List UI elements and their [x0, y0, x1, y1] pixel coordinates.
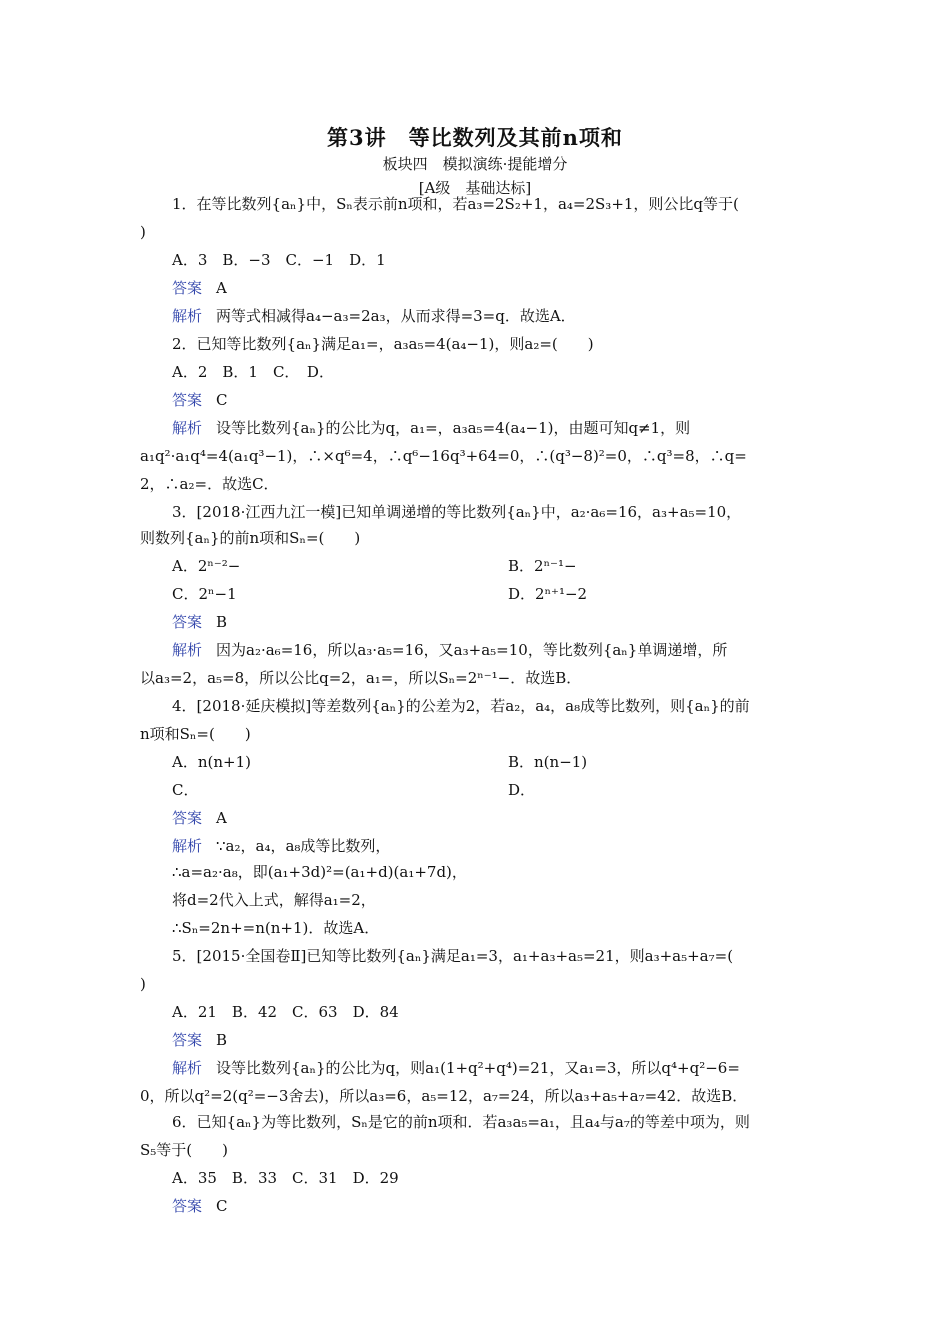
q4-option-c: C． [172, 781, 199, 799]
q1-options: A．3 B．−3 C．−1 D．1 [172, 251, 386, 269]
q4-option-d: D． [508, 781, 536, 799]
q5-analysis-row [172, 1058, 820, 1078]
q4-analysis: ∵a₂，a₄，a₈成等比数列， [216, 837, 391, 855]
q2-answer-row [172, 390, 820, 410]
q3-stem-cont: 则数列{aₙ}的前n项和Sₙ=( ) [140, 529, 361, 547]
q4-options-row2 [172, 780, 820, 800]
q5-analysis: 设等比数列{aₙ}的公比为q，则a₁(1+q²+q⁴)=21，又a₁=3，所以q⁴+q²−6= [216, 1059, 740, 1077]
q4-answer-row [172, 808, 820, 828]
q6-answer: C [216, 1197, 228, 1215]
q4-stem: 4．[2018·延庆模拟]等差数列{aₙ}的公差为2，若a₂，a₄，a₈成等比数列，则{aₙ}的前 [172, 697, 750, 715]
answer-label: 答案 [172, 1031, 203, 1049]
q5-answer: B [216, 1031, 228, 1049]
q1-answer-row [172, 278, 820, 298]
q4-analysis-cont: ∴a=a₂·a₈，即(a₁+3d)²=(a₁+d)(a₁+7d)， [172, 863, 467, 881]
q1-stem-cont: ) [140, 223, 146, 241]
q5-options: A．21 B．42 C．63 D．84 [172, 1003, 399, 1021]
q5-analysis-cont: 0，所以q²=2(q²=−3舍去)，所以a₃=6，a₅=12，a₇=24，所以a₃+a₅+a₇=42．故选B． [140, 1087, 748, 1105]
q2-analysis-cont: 2，∴a₂=．故选C． [140, 475, 279, 493]
q2-answer: C [216, 391, 228, 409]
q2-analysis-cont: a₁q²·a₁q⁴=4(a₁q³−1)，∴×q⁶=4，∴q⁶−16q³+64=0，∴(q³−8)²=0，∴q³=8，∴q= [140, 447, 747, 465]
q6-answer-row [172, 1196, 820, 1216]
q3-stem: 3．[2018·江西九江一模]已知单调递增的等比数列{aₙ}中，a₂·a₆=16，a₃+a₅=10， [172, 503, 742, 521]
answer-label: 答案 [172, 279, 203, 297]
q3-option-c: C．2ⁿ−1 [172, 585, 237, 603]
q4-stem-cont: n项和Sₙ=( ) [140, 725, 251, 743]
q2-options: A．2 B．1 C． D． [172, 363, 334, 381]
analysis-label: 解析 [172, 641, 203, 659]
answer-label: 答案 [172, 1197, 203, 1215]
q3-analysis-row [172, 640, 820, 660]
analysis-label: 解析 [172, 419, 203, 437]
q3-analysis: 因为a₂·a₆=16，所以a₃·a₅=16，又a₃+a₅=10，等比数列{aₙ}单调递增，所 [216, 641, 728, 659]
q4-analysis-cont: 将d=2代入上式，解得a₁=2， [172, 891, 376, 909]
q4-analysis-cont: ∴Sₙ=2n+=n(n+1)．故选A． [172, 919, 380, 937]
q4-option-a: A．n(n+1) [172, 753, 251, 771]
q3-option-b: B．2ⁿ⁻¹− [508, 557, 577, 575]
q3-options-row2 [172, 584, 820, 604]
answer-label: 答案 [172, 809, 203, 827]
q2-analysis: 设等比数列{aₙ}的公比为q，a₁=，a₃a₅=4(a₄−1)，由题可知q≠1，则 [216, 419, 691, 437]
q3-options-row1 [172, 556, 820, 576]
q3-analysis-cont: 以a₃=2，a₅=8，所以公比q=2，a₁=，所以Sₙ=2ⁿ⁻¹−．故选B． [140, 669, 582, 687]
q5-answer-row [172, 1030, 820, 1050]
q3-answer-row [172, 612, 820, 632]
level-heading: [A级 基础达标] [418, 179, 532, 197]
q2-analysis-row [172, 418, 820, 438]
q5-stem-cont: ) [140, 975, 146, 993]
q3-option-a: A．2ⁿ⁻²− [172, 557, 241, 575]
q4-answer: A [216, 809, 227, 827]
q6-stem: 6．已知{aₙ}为等比数列，Sₙ是它的前n项和．若a₃a₅=a₁，且a₄与a₇的等差中项为，则 [172, 1113, 750, 1131]
q2-stem: 2．已知等比数列{aₙ}满足a₁=，a₃a₅=4(a₄−1)，则a₂=( ) [172, 335, 594, 353]
analysis-label: 解析 [172, 837, 203, 855]
q1-stem: 1．在等比数列{aₙ}中，Sₙ表示前n项和，若a₃=2S₂+1，a₄=2S₃+1，则公比q等于( [172, 195, 739, 213]
q6-options: A．35 B．33 C．31 D．29 [172, 1169, 399, 1187]
q5-stem: 5．[2015·全国卷Ⅱ]已知等比数列{aₙ}满足a₁=3，a₁+a₃+a₅=21，则a₃+a₅+a₇=( [172, 947, 734, 965]
q4-option-b: B．n(n−1) [508, 753, 588, 771]
answer-label: 答案 [172, 391, 203, 409]
q1-answer: A [216, 279, 227, 297]
q1-analysis: 两等式相减得a₄−a₃=2a₃，从而求得=3=q．故选A． [216, 307, 576, 325]
q6-stem-cont: S₅等于( ) [140, 1141, 228, 1159]
analysis-label: 解析 [172, 307, 203, 325]
q3-answer: B [216, 613, 228, 631]
section-subtitle: 板块四 模拟演练·提能增分 [382, 155, 568, 173]
answer-label: 答案 [172, 613, 203, 631]
q4-options-row1 [172, 752, 820, 772]
q1-analysis-row [172, 306, 820, 326]
analysis-label: 解析 [172, 1059, 203, 1077]
page-title: 第3讲 等比数列及其前n项和 [327, 125, 623, 150]
q3-option-d: D．2ⁿ⁺¹−2 [508, 585, 588, 603]
q4-analysis-row [172, 836, 820, 856]
